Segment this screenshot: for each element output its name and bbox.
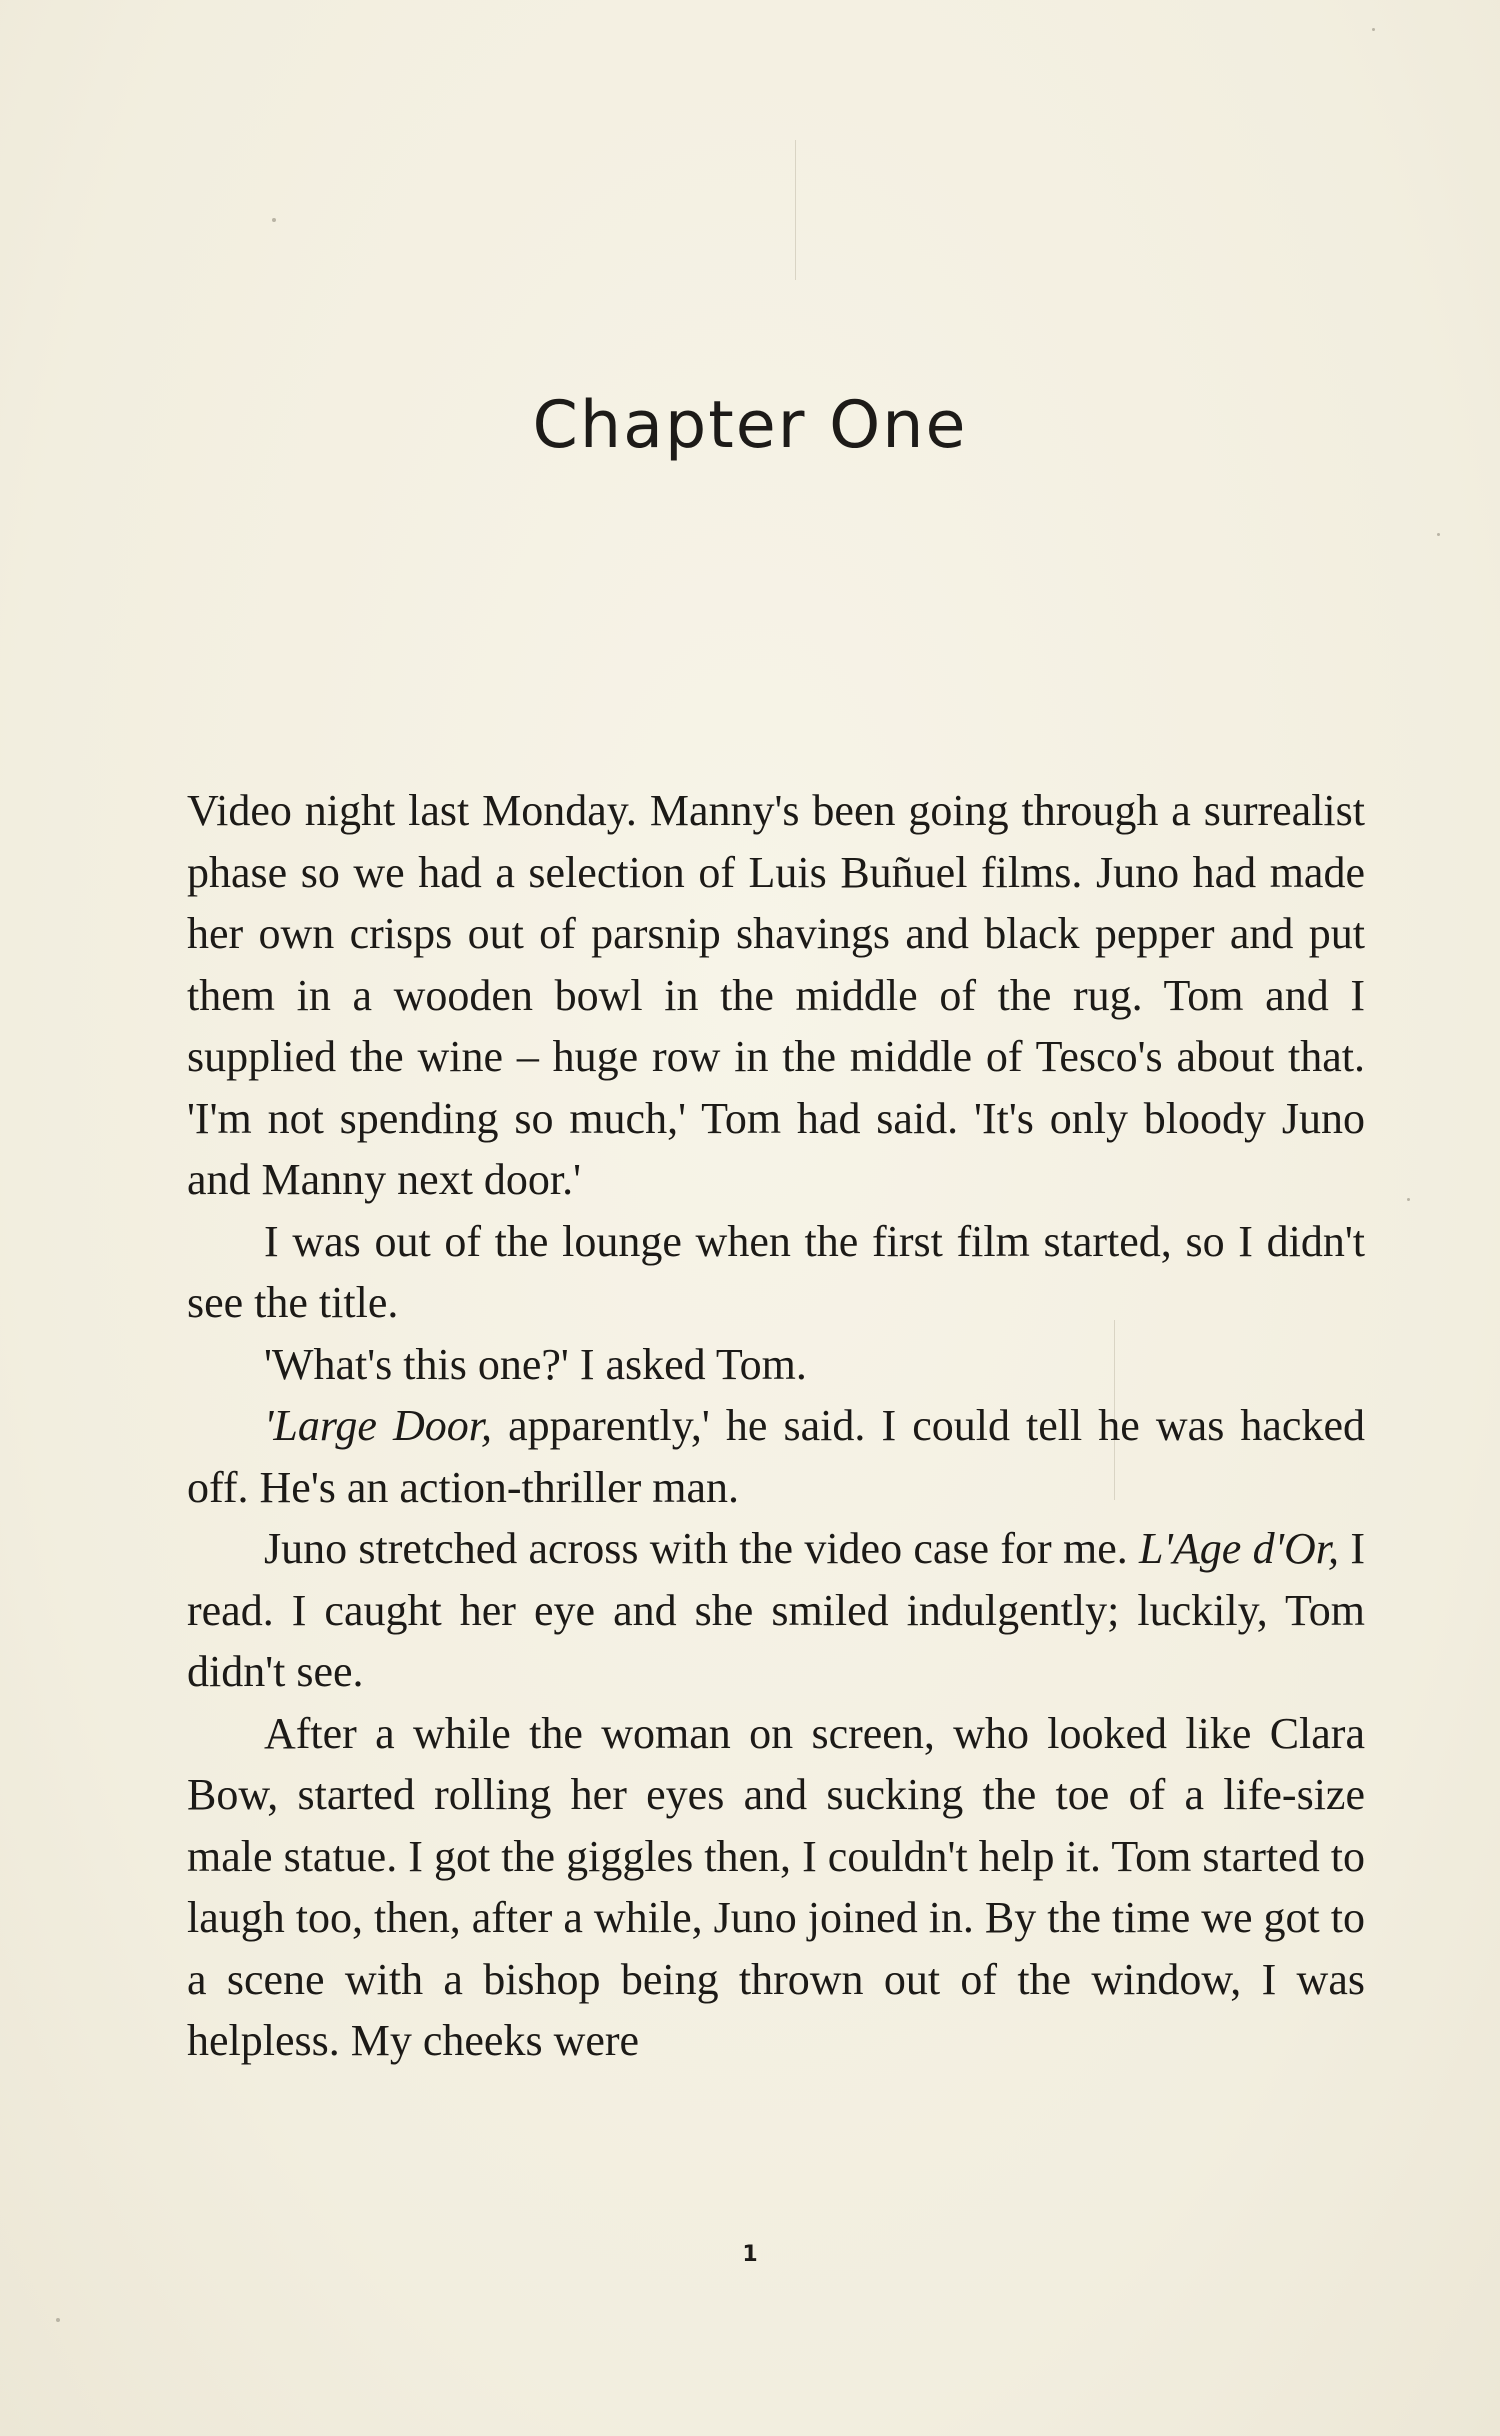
paragraph-text: I was out of the lounge when the first film started, so I didn't see the title.	[187, 1216, 1365, 1327]
paper-speck	[56, 2318, 60, 2322]
paper-speck	[1437, 533, 1440, 536]
paper-speck	[272, 218, 276, 222]
paragraph-text: I read. I caught her eye and she smiled indulgently; luckily, Tom didn't see.	[187, 1524, 1365, 1696]
italic-title-text: L'Age d'Or,	[1139, 1524, 1340, 1573]
page-number: 1	[742, 2242, 758, 2267]
paragraph-text: 'What's this one?' I asked Tom.	[264, 1339, 807, 1389]
paragraph	[187, 1395, 1365, 1518]
paragraph	[187, 780, 1365, 1211]
paragraph-text: apparently,' he said. I could tell he was hacked off. He's an action-thriller man.	[187, 1401, 1365, 1512]
paragraph	[187, 1518, 1365, 1703]
paragraph	[187, 1211, 1365, 1334]
paragraph	[187, 1334, 1365, 1396]
paper-speck	[1372, 28, 1375, 31]
paragraph-text: After a while the woman on screen, who looked like Clara Bow, started rolling her eyes and sucking the toe of a life-size male statue. I got the giggles then, I couldn't help it. Tom started to laugh too, then, after a while, Juno joined in. By the time we got to a scene with a bishop being thrown out of the window, I was helpless. My cheeks were	[187, 1708, 1365, 2065]
paragraph	[187, 1703, 1365, 2072]
italic-title-text: 'Large Door,	[264, 1401, 492, 1450]
paragraph-text: Video night last Monday. Manny's been going through a surrealist phase so we had a selection of Luis Buñuel films. Juno had made her own crisps out of parsnip shavings and black pepper and put them in a wooden bowl in the middle of the rug. Tom and I supplied the wine – huge row in the middle of Tesco's about that. 'I'm not spending so much,' Tom had said. 'It's only bloody Juno and Manny next door.'	[187, 786, 1365, 1204]
paper-fold-line	[795, 140, 796, 280]
chapter-title: Chapter One	[532, 388, 968, 463]
paper-speck	[1407, 1198, 1410, 1201]
paragraph-text: Juno stretched across with the video case for me.	[264, 1524, 1140, 1573]
body-text	[187, 780, 1365, 2072]
